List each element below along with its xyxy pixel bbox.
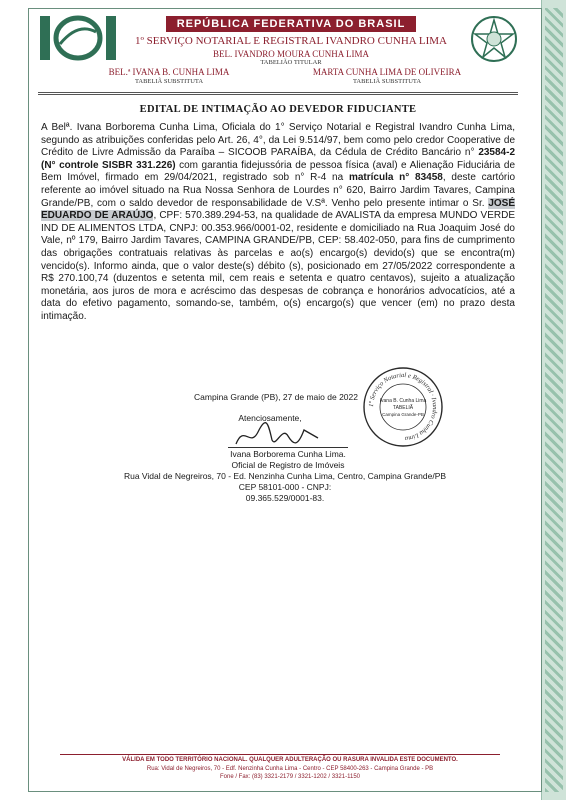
address-line-3: 09.365.529/0001-83. <box>245 493 325 503</box>
address-line-1: Rua Vidal de Negreiros, 70 - Ed. Nenzinha Cunha Lima, Centro, Campina Grande/PB <box>123 471 447 481</box>
body-paragraph-3: , deste cartório referente ao imóvel situado na Rua Nossa Senhora de Lourdes n° 620, Bairro Jardim Tavares, Campina Grande/PB, com o saldo devedor de responsabilidade de V.Sª. Venho pelo presente intimar o Sr. <box>41 172 515 209</box>
footer-divider <box>60 754 500 755</box>
debtor-name: JOSÉ EDUARDO DE ARAÚJO <box>41 197 515 222</box>
document-title: EDITAL DE INTIMAÇÃO AO DEVEDOR FIDUCIANTE <box>139 104 417 115</box>
matricula-number: matrícula n° 83458 <box>348 172 443 184</box>
body-paragraph-1: A Belª. Ivana Borborema Cunha Lima, Oficiala do 1° Serviço Notarial e Registral Ivandro Cunha Lima, segundo as atribuições conferidas pelo Art. 26, 4°, da Lei 9.514/97, bem como pelo credor Cooperative de Crédito de Livre Admissão da Paraíba – SICOOB PARAÍBA, da Cédula de Crédito Bancário n° <box>41 122 515 159</box>
document-body <box>41 122 515 324</box>
titular-role: TABELIÃO TITULAR <box>260 59 322 66</box>
footer-address: Rua: Vidal de Negreiros, 70 - Edf. Nenzinha Cunha Lima - Centro - CEP 58400-263 - Campina Grande - PB <box>146 766 434 772</box>
footer-phone: Fone / Fax: (83) 3321-2179 / 3321-1202 / 3321-1150 <box>220 774 360 780</box>
signature-line <box>228 447 348 448</box>
footer-validity: VÁLIDA EM TODO TERRITÓRIO NACIONAL. QUALQUER ADULTERAÇÃO OU RASURA INVALIDA ESTE DOCUMENTO. <box>122 757 458 763</box>
place-date: Campina Grande (PB), 27 de maio de 2022 <box>194 392 358 402</box>
signer-role: Oficial de Registro de Imóveis <box>231 460 345 470</box>
closing: Atenciosamente, <box>238 413 302 423</box>
seal-ring-text: 1º Serviço Notarial e Registral · Ivandro Cunha Lima <box>367 371 439 442</box>
substitute1-role: TABELIÃ SUBSTITUTA <box>134 78 204 85</box>
seal-center-name: Ivana B. Cunha Lima <box>379 398 427 404</box>
substitute1-name: BEL.ª IVANA B. CUNHA LIMA <box>108 67 230 77</box>
address-line-2: CEP 58101-000 - CNPJ: <box>238 482 332 492</box>
office-name: 1º SERVIÇO NOTARIAL E REGISTRAL IVANDRO CUNHA LIMA <box>135 35 447 47</box>
seal-center-city: Campina Grande-PB <box>382 412 424 417</box>
country-banner: REPÚBLICA FEDERATIVA DO BRASIL <box>166 16 416 32</box>
notary-logo-icon <box>38 12 120 64</box>
substitute2-role: TABELIÃ SUBSTITUTA <box>352 78 422 85</box>
ccb-number: 23584-2 (N° controle SISBR 331.226) <box>41 147 516 171</box>
titular-name: BEL. IVANDRO MOURA CUNHA LIMA <box>212 49 370 59</box>
body-paragraph-2: com garantia fidejussória de pessoa física (aval) e Alienação Fiduciária de Bem Imóvel, firmado em 29/04/2021, registrado sob n° R-4 na <box>41 159 516 184</box>
notary-seal-icon <box>362 366 444 448</box>
body-paragraph-4: , CPF: 570.389.294-53, na qualidade de AVALISTA da empresa MUNDO VERDE IND DE ALIMENTOS LTDA, CNPJ: 00.353.966/0001-02, residente e domiciliado na Rua Joaquim José do Vale, nº 179, Bairro Jardim Tavares, CAMPINA GRANDE/PB, CEP: 58.402-050, para fins de cumprimento das obrigações contratuais relativas às parcelas e ao(s) encargo(s) devido(s) que se encontra(m) vencido(s). Informo ainda, que o valor deste(s) débito (s), posicionado em 27/05/2022 correspondente a R$ 270.100,74 (duzentos e setenta mil, cem reais e setenta e quatro centavos), sujeito a atualização monetária, aos juros de mora e acréscimo das despesas de cobrança e honorários advocatícios, até a data do efetivo pagamento, somando-se, também, o(s) encargo(s) que vencer (em) no prazo desta intimação. <box>41 210 515 322</box>
signer-name: Ivana Borborema Cunha Lima. <box>230 449 346 459</box>
header-divider-2 <box>38 94 518 95</box>
coat-of-arms-icon <box>469 14 519 64</box>
header-divider <box>38 92 518 93</box>
substitute2-name: MARTA CUNHA LIMA DE OLIVEIRA <box>312 67 462 77</box>
decorative-border <box>541 0 566 800</box>
seal-center-role: TABELIÃ <box>392 405 414 411</box>
